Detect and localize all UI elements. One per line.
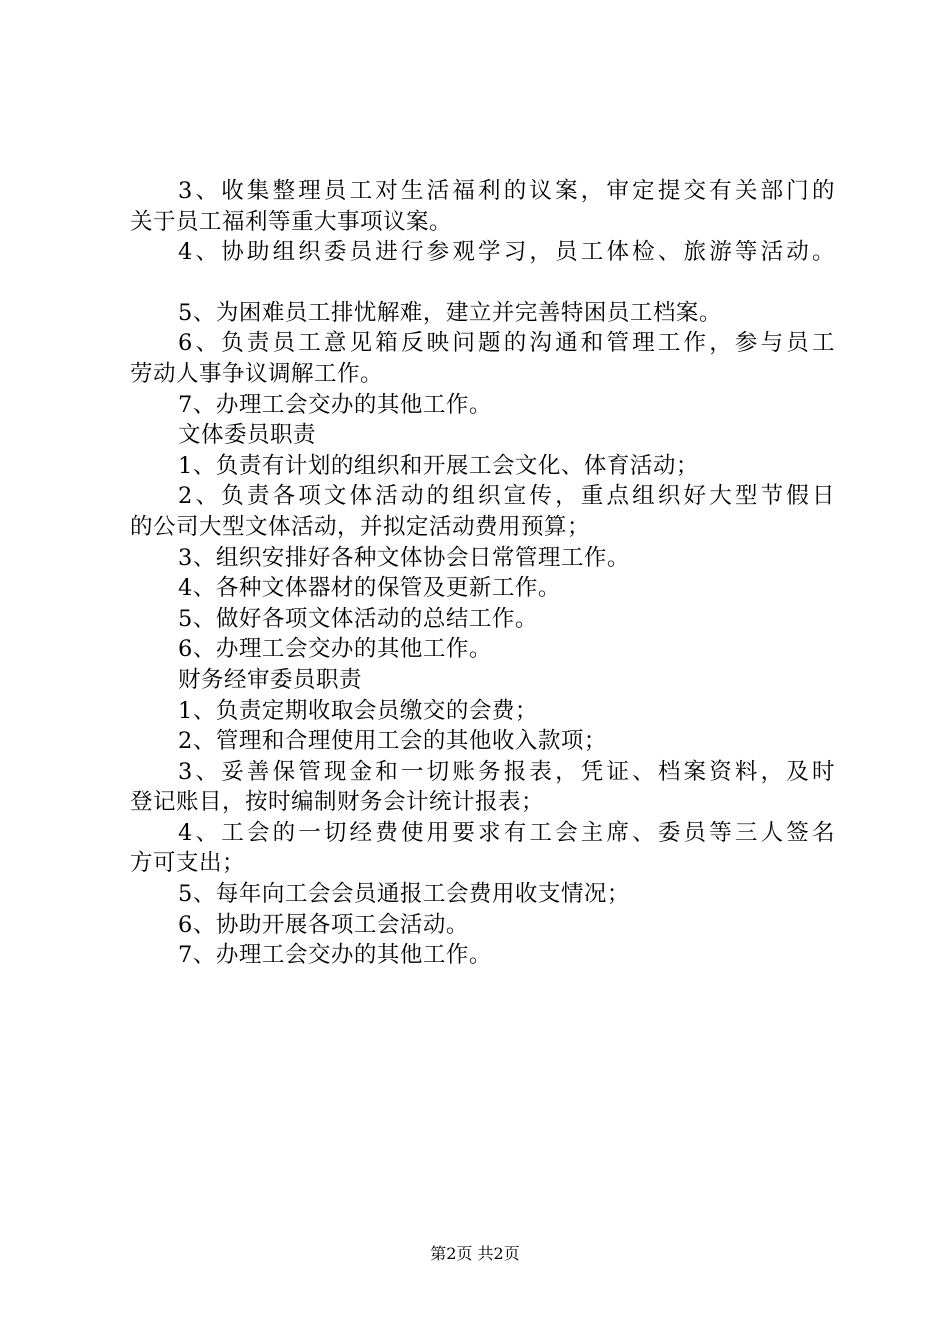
text-line: 1、负责定期收取会员缴交的会费；: [178, 697, 538, 724]
text-line: 3、组织安排好各种文体协会日常管理工作。: [178, 544, 630, 571]
text-line: 2、管理和合理使用工会的其他收入款项；: [178, 728, 607, 755]
text-line: 登记账目，按时编制财务会计统计报表；: [130, 789, 545, 816]
text-line: 3、收集整理员工对生活福利的议案，审定提交有关部门的: [178, 178, 835, 204]
text-line: 4、协助组织委员进行参观学习，员工体检、旅游等活动。: [178, 239, 835, 266]
text-line: 2、负责各项文体活动的组织宣传，重点组织好大型节假日: [178, 483, 835, 510]
text-line: 方可支出；: [130, 850, 246, 877]
text-line: 5、每年向工会会员通报工会费用收支情况；: [178, 881, 630, 908]
text-line: 关于员工福利等重大事项议案。: [130, 208, 453, 235]
text-line: 5、为困难员工排忧解难，建立并完善特困员工档案。: [178, 299, 722, 326]
text-line: 文体委员职责: [178, 422, 317, 449]
text-line: 劳动人事争议调解工作。: [130, 360, 384, 387]
document-body: [130, 176, 835, 971]
text-line: 7、办理工会交办的其他工作。: [178, 391, 492, 418]
text-line: 的公司大型文体活动，并拟定活动费用预算；: [130, 513, 591, 540]
text-line: 4、各种文体器材的保管及更新工作。: [178, 575, 561, 602]
text-line: 6、协助开展各项工会活动。: [178, 911, 469, 938]
text-line: 5、做好各项文体活动的总结工作。: [178, 605, 538, 632]
paragraph-gap: [130, 268, 835, 298]
text-line: 财务经审委员职责: [178, 666, 363, 693]
text-line: 1、负责有计划的组织和开展工会文化、体育活动；: [178, 452, 699, 479]
text-line: 6、办理工会交办的其他工作。: [178, 636, 492, 663]
page-footer: 第2页 共2页: [430, 1244, 520, 1263]
text-line: 4、工会的一切经费使用要求有工会主席、委员等三人签名: [178, 819, 835, 846]
text-line: 3、妥善保管现金和一切账务报表，凭证、档案资料，及时: [178, 758, 835, 785]
text-line: 6、负责员工意见箱反映问题的沟通和管理工作，参与员工: [178, 330, 835, 357]
text-line: 7、办理工会交办的其他工作。: [178, 942, 492, 969]
